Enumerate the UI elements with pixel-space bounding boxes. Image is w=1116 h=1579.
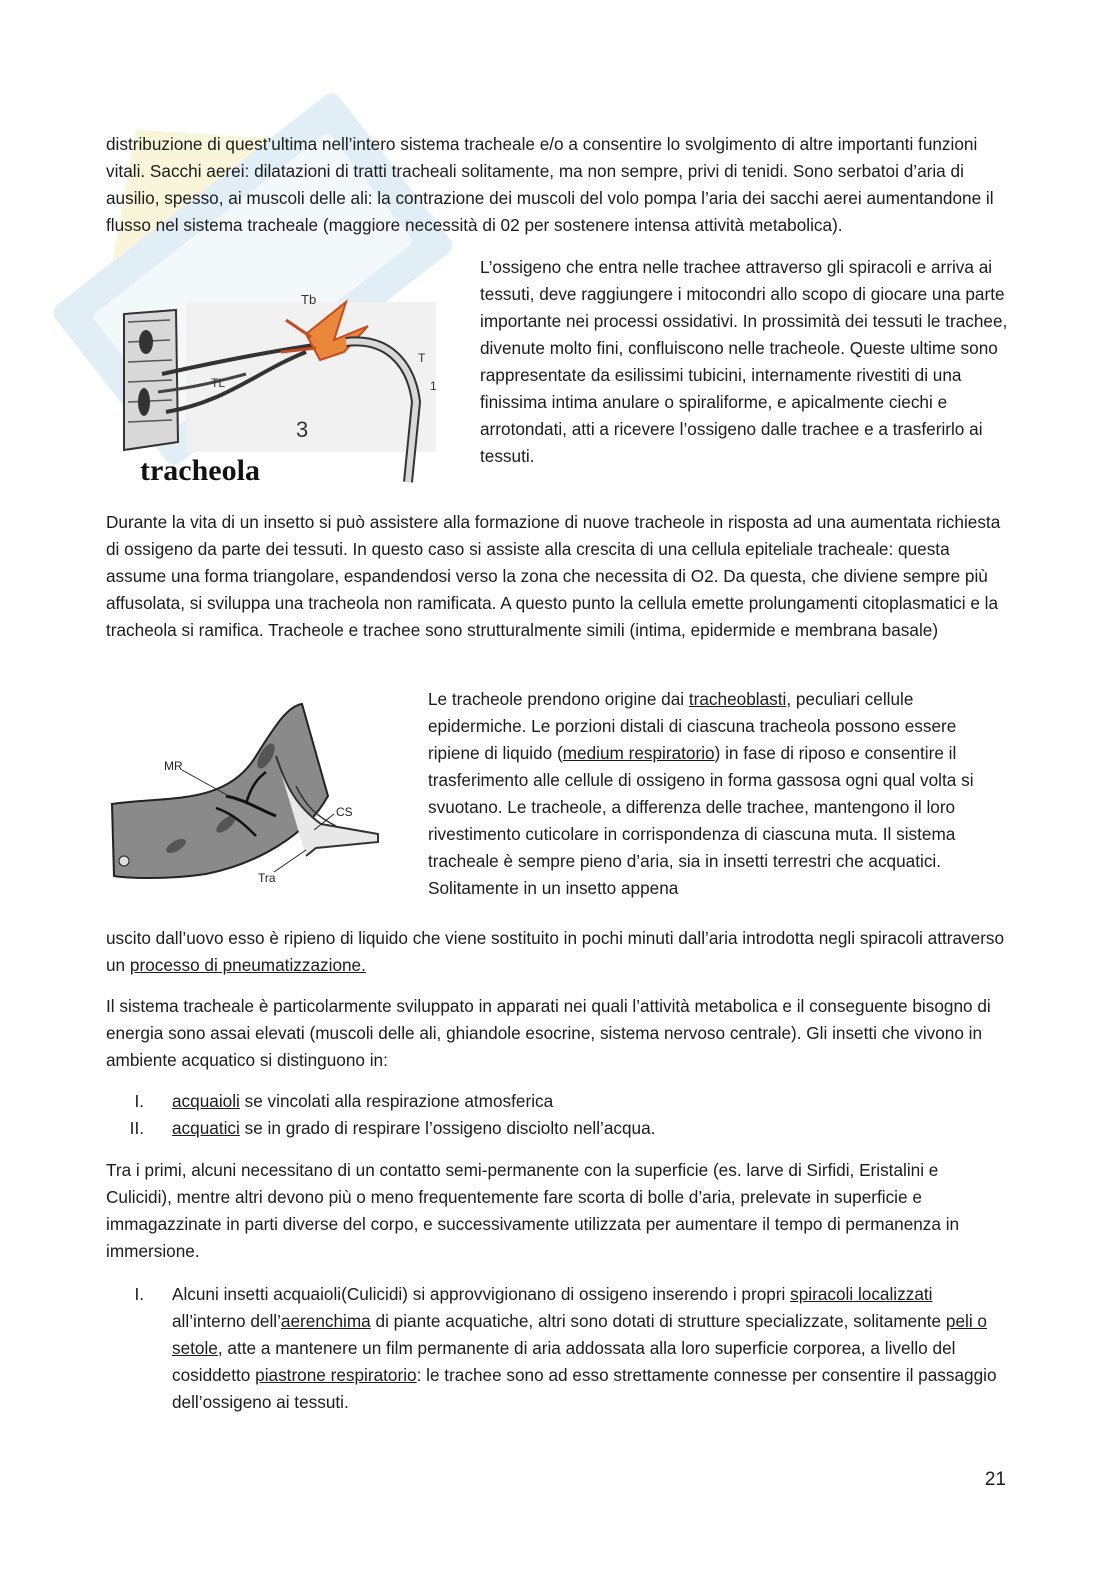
label-cs: CS (336, 805, 353, 819)
paragraph-sacchi-aerei: distribuzione di quest’ultima nell’intero sistema tracheale e/o a consentire lo svolgimento di altre importanti funzioni vitali. Sacchi aerei: dilatazioni di tratti tracheali solitamente, ma non sempre, privi di tenidi. Sono serbatoi d’aria di ausilio, spesso, ai muscoli delle ali: la contrazione dei muscoli del volo pompa l’aria dei sacchi aerei aumentandone il flusso nel sistema tracheale (maggiore necessità di 02 per sostenere intensa attività metabolica). (106, 134, 994, 235)
page-number: 21 (984, 1469, 1006, 1490)
acquaioli-list (106, 1281, 1006, 1416)
paragraph-tra-i-primi: Tra i primi, alcuni necessitano di un contatto semi-permanente con la superficie (es. larve di Sirfidi, Eristalini e Culicidi), mentre altri devono più o meno frequentemente fare scorta di bolle d’aria, prelevate in superficie e immagazzinate in parti diverse del corpo, e successivamente utilizzata per aumentare il tempo di permanenza in immersione. (106, 1160, 960, 1261)
list-item: I. acquaioli se vincolati alla respirazione atmosferica (134, 1091, 554, 1111)
label-one: 1 (430, 379, 437, 393)
link-processo-pneumatizzazione: processo di pneumatizzazione. (129, 955, 366, 975)
label-t: T (418, 351, 426, 365)
paragraph-nuove-tracheole: Durante la vita di un insetto si può assistere alla formazione di nuove tracheole in risposta ad una aumentata richiesta di ossigeno da parte dei tessuti. In questo caso si assiste alla crescita di una cellula epiteliale tracheale: questa assume una forma triangolare, espandendosi verso la zona che necessita di O2. Da questa, che diviene sempre più affusolata, si sviluppa una tracheola non ramificata. A questo punto la cellula emette prolungamenti citoplasmatici e la tracheola si ramifica. Tracheole e trachee sono strutturalmente simili (intima, epidermide e membrana basale) (106, 512, 1001, 640)
label-mr: MR (164, 759, 183, 773)
list-item: I. Alcuni insetti acquaioli(Culicidi) si approvvigionano di ossigeno inserendo i propri spiracoli localizzati all’interno dell’aerenchima di piante acquatiche, altri sono dotati di strutture specializzate, solitamente peli o setole, atte a mantenere un film permanente di aria addossata alla loro superficie corporea, a livello del cosiddetto piastrone respiratorio: le trachee sono ad esso strettamente connesse per consentire il passaggio dell’ossigeno ai tessuti. (134, 1284, 997, 1412)
paragraph-pneumatizzazione: uscito dall’uovo esso è ripieno di liquido che viene sostituito in pochi minuti dall’aria introdotta negli spiracoli attraverso un processo di pneumatizzazione. (106, 928, 1005, 975)
paragraph-tracheoblasti: Le tracheole prendono origine dai tracheoblasti, peculiari cellule epidermiche. Le porzioni distali di ciascuna tracheola possono essere ripiene di liquido (medium respiratorio) in fase di riposo e consentire il trasferimento alle cellule di ossigeno in forma gassosa ogni qual volta si svuotano. Le tracheole, a differenza delle trachee, mantengono il loro rivestimento cuticolare in corrispondenza di ciascuna muta. Il sistema tracheale è sempre pieno d’aria, sia in insetti terrestri che acquatici. Solitamente in un insetto appena (428, 689, 974, 898)
tracheola-figure (106, 282, 444, 492)
paragraph-sistema-tracheale: Il sistema tracheale è particolarmente sviluppato in apparati nei quali l’attività metabolica e il conseguente bisogno di energia sono assai elevati (muscoli delle ali, ghiandole esocrine, sistema nervoso centrale). Gli insetti che vivono in ambiente acquatico si distinguono in: (106, 996, 991, 1070)
tracheoblast-figure (106, 696, 406, 896)
list-item: II. acquatici se in grado di respirare l’ossigeno disciolto nell’acqua. (129, 1118, 656, 1138)
figure-caption: tracheola (140, 454, 260, 487)
label-tb: Tb (301, 292, 317, 307)
label-three: 3 (296, 417, 309, 442)
link-tracheoblasti: tracheoblasti (688, 689, 787, 709)
label-tl: TL (211, 376, 226, 390)
label-tra: Tra (258, 871, 276, 885)
paragraph-ossigeno: L’ossigeno che entra nelle trachee attraverso gli spiracoli e arriva ai tessuti, deve raggiungere i mitocondri allo scopo di giocare una parte importante nei processi ossidativi. In prossimità dei tessuti le trachee, divenute molto fini, confluiscono nelle tracheole. Queste ultime sono rappresentate da esilissimi tubicini, internamente rivestiti di una finissima intima anulare o spiraliforme, e apicalmente ciechi e arrotondati, atti a ricevere l’ossigeno dalle trachee e a trasferirlo ai tessuti. (480, 257, 1008, 466)
aquatic-types-list (106, 1088, 1006, 1142)
link-medium-respiratorio: medium respiratorio (562, 743, 715, 763)
